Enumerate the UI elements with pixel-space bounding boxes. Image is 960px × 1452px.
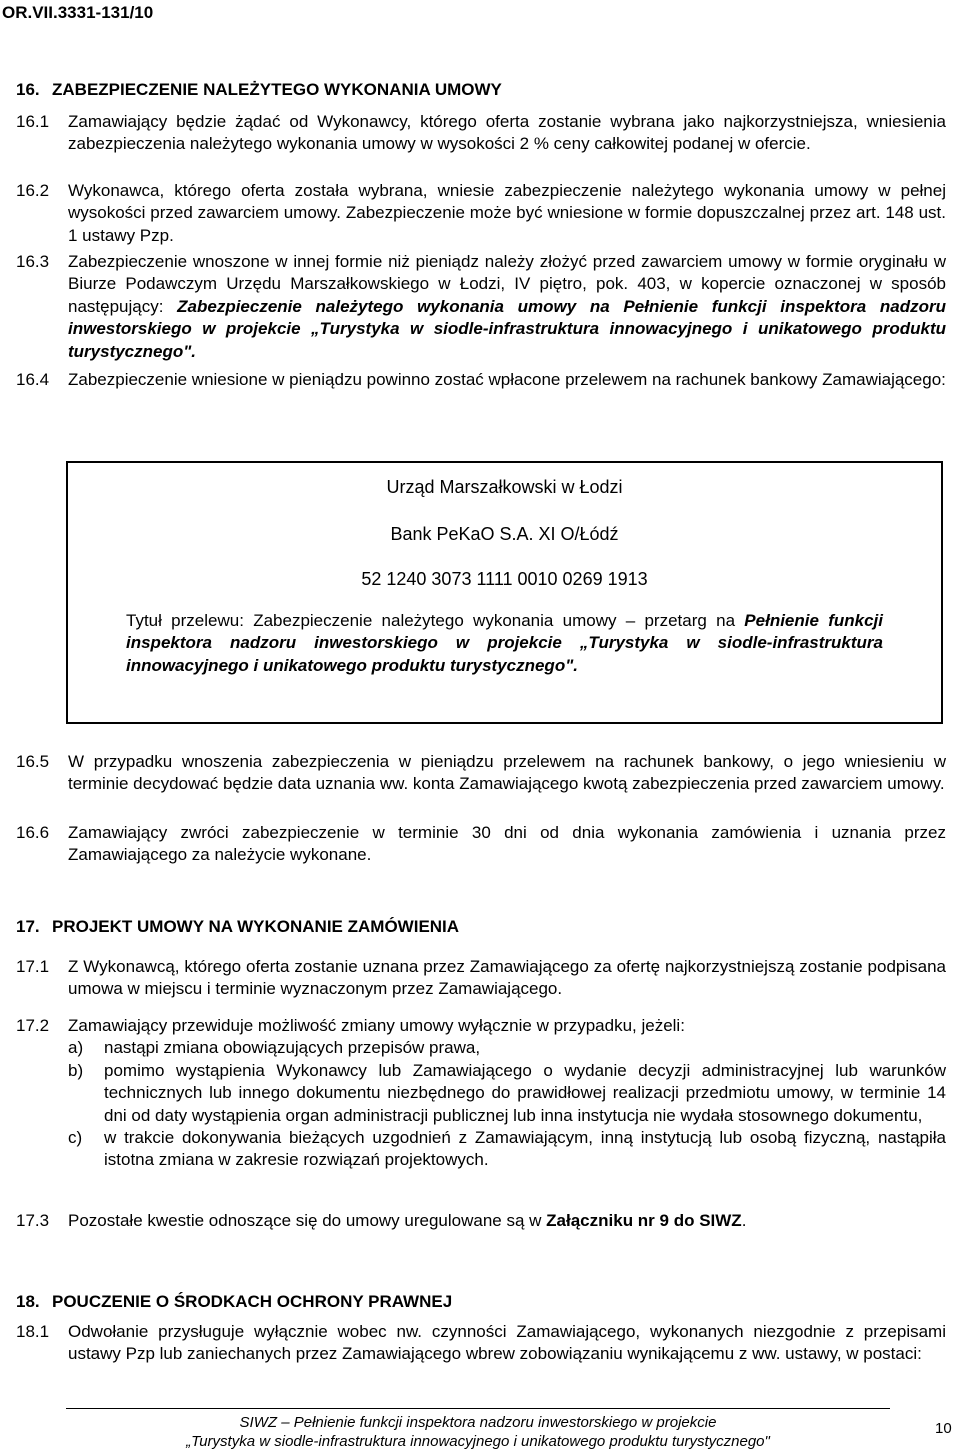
paragraph-text	[68, 1015, 946, 1172]
transfer-title	[126, 610, 883, 677]
paragraph-text: Wykonawca, którego oferta została wybrana, wniesie zabezpieczenie należytego wykonania umowy w pełnej wysokości przed zawarciem umowy. Zabezpieczenie może być wniesione w formie dopuszczalnej przez art. 148 ust. 1 ustawy Pzp.	[68, 181, 946, 245]
paragraph-17-1	[16, 956, 946, 1001]
paragraph-text: Z Wykonawcą, którego oferta zostanie uznana przez Zamawiającego za ofertę najkorzystniejszą zostanie podpisana umowa w miejscu i terminie wyznaczonym przez Zamawiającego.	[68, 957, 946, 999]
paragraph-number: 16.1	[16, 112, 50, 131]
section-title: POUCZENIE O ŚRODKACH OCHRONY PRAWNEJ	[52, 1292, 453, 1311]
bank-recipient: Urząd Marszałkowski w Łodzi	[386, 477, 623, 497]
transfer-title-text: Tytuł przelewu: Zabezpieczenie należytego wykonania umowy – przetarg na	[126, 611, 745, 630]
section-title: ZABEZPIECZENIE NALEŻYTEGO WYKONANIA UMOWY	[52, 80, 502, 99]
paragraph-text: W przypadku wnoszenia zabezpieczenia w pieniądzu przelewem na rachunek bankowy, o jego wniesieniu w terminie decydować będzie data uznania ww. konta Zamawiającego kwotą zabezpieczenia przed zawarciem umowy.	[68, 752, 946, 794]
paragraph-16-1	[16, 111, 946, 156]
paragraph-text: Zamawiający będzie żądać od Wykonawcy, którego oferta zostanie wybrana jako najkorzystniejsza, wniesienia zabezpieczenia należytego wykonania umowy w wysokości 2 % ceny całkowitej podanej w ofercie.	[68, 112, 946, 154]
paragraph-number: 16.6	[16, 823, 50, 842]
envelope-label-text: Zabezpieczenie należytego wykonania umowy na Pełnienie funkcji inspektora nadzoru inwestorskiego w projekcie „Turystyka w siodle-infrastruktura innowacyjnego i unikatowego produktu turystycznego".	[68, 296, 946, 361]
list-item-text: pomimo wystąpienia Wykonawcy lub Zamawiającego o wydanie decyzji administracyjnej lub warunków technicznych lub innego dokumentu niezbędnego do prawidłowej realizacji przedmiotu umowy, w terminie 14 dni od daty wystąpienia organ administracji publicznej lub inna instytucja nie wydała stosownego dokumentu,	[104, 1060, 946, 1125]
transfer-title-emphasis: Pełnienie funkcji inspektora nadzoru inwestorskiego w projekcie „Turystyka w siodle-infrastruktura innowacyjnego i unikatowego produktu turystycznego".	[126, 611, 883, 675]
paragraph-number: 17.2	[16, 1016, 50, 1035]
paragraph-text	[68, 1210, 946, 1232]
bank-account-number: 52 1240 3073 1111 0010 0269 1913	[361, 569, 648, 589]
section-18-heading	[16, 1292, 452, 1312]
section-17-heading	[16, 917, 459, 937]
section-number: 16.	[16, 80, 40, 99]
paragraph-17-2	[16, 1015, 946, 1172]
paragraph-plain-text: Zabezpieczenie wnoszone w innej formie niż pieniądz należy złożyć przed zawarciem umowy w formie oryginału w Biurze Podawczym Urzędu Marszałkowskiego w Łodzi, IV piętro, pok. 403, w kopercie oznaczonej w sposób następujący:	[68, 252, 946, 316]
list-item	[68, 1060, 946, 1127]
paragraph-16-3	[16, 251, 946, 363]
section-number: 18.	[16, 1292, 40, 1311]
paragraph-number: 17.1	[16, 957, 50, 976]
page-footer	[66, 1413, 890, 1451]
section-16-heading	[16, 80, 502, 100]
footer-line-2: „Turystyka w siodle-infrastruktura innowacyjnego i unikatowego produktu turystycznego"	[186, 1433, 770, 1450]
paragraph-text: Odwołanie przysługuje wyłącznie wobec nw. czynności Zamawiającego, wykonanych niezgodnie z przepisami ustawy Pzp lub zaniechanych przez Zamawiającego wbrew zobowiązaniu wynikającemu z ww. ustawy, w postaci:	[68, 1322, 946, 1364]
paragraph-17-3	[16, 1210, 946, 1232]
paragraph-16-6	[16, 822, 946, 867]
list-item	[68, 1127, 946, 1172]
paragraph-text	[68, 251, 946, 363]
bank-name: Bank PeKaO S.A. XI O/Łódź	[390, 524, 619, 544]
paragraph-18-1	[16, 1321, 946, 1366]
attachment-reference: Załączniku nr 9 do SIWZ	[546, 1211, 742, 1230]
paragraph-plain-text: Pozostałe kwestie odnoszące się do umowy uregulowane są w	[68, 1211, 547, 1230]
list-item-text: nastąpi zmiana obowiązujących przepisów prawa,	[104, 1038, 481, 1058]
paragraph-16-5	[16, 751, 946, 796]
paragraph-number: 16.2	[16, 181, 50, 200]
page-number: 10	[935, 1420, 952, 1437]
document-reference: OR.VII.3331-131/10	[2, 3, 154, 22]
list-item-letter: a)	[68, 1038, 84, 1058]
bank-account-box	[66, 461, 943, 724]
footer-divider	[66, 1408, 890, 1409]
paragraph-16-4	[16, 369, 946, 391]
paragraph-number: 16.4	[16, 370, 50, 389]
list-item-text: w trakcie dokonywania bieżących uzgodnień z Zamawiającym, inną instytucją lub osobą fizyczną, nastąpiła istotna zmiana w zakresie rozwiązań projektowych.	[104, 1128, 946, 1170]
paragraph-intro: Zamawiający przewiduje możliwość zmiany umowy wyłącznie w przypadku, jeżeli:	[68, 1016, 685, 1035]
footer-line-1: SIWZ – Pełnienie funkcji inspektora nadzoru inwestorskiego w projekcie	[239, 1414, 717, 1431]
paragraph-text: Zamawiający zwróci zabezpieczenie w terminie 30 dni od dnia wykonania zamówienia i uznania przez Zamawiającego za należycie wykonane.	[68, 823, 946, 865]
list-item-letter: c)	[68, 1128, 83, 1148]
paragraph-number: 16.5	[16, 752, 50, 771]
section-number: 17.	[16, 917, 40, 936]
paragraph-number: 18.1	[16, 1322, 50, 1341]
list-item	[68, 1037, 946, 1059]
paragraph-end: .	[741, 1211, 747, 1230]
paragraph-16-2	[16, 180, 946, 247]
paragraph-number: 17.3	[16, 1211, 50, 1230]
paragraph-text: Zabezpieczenie wniesione w pieniądzu powinno zostać wpłacone przelewem na rachunek bankowy Zamawiającego:	[68, 370, 946, 389]
paragraph-number: 16.3	[16, 252, 50, 271]
list-item-letter: b)	[68, 1060, 84, 1080]
section-title: PROJEKT UMOWY NA WYKONANIE ZAMÓWIENIA	[52, 917, 460, 936]
